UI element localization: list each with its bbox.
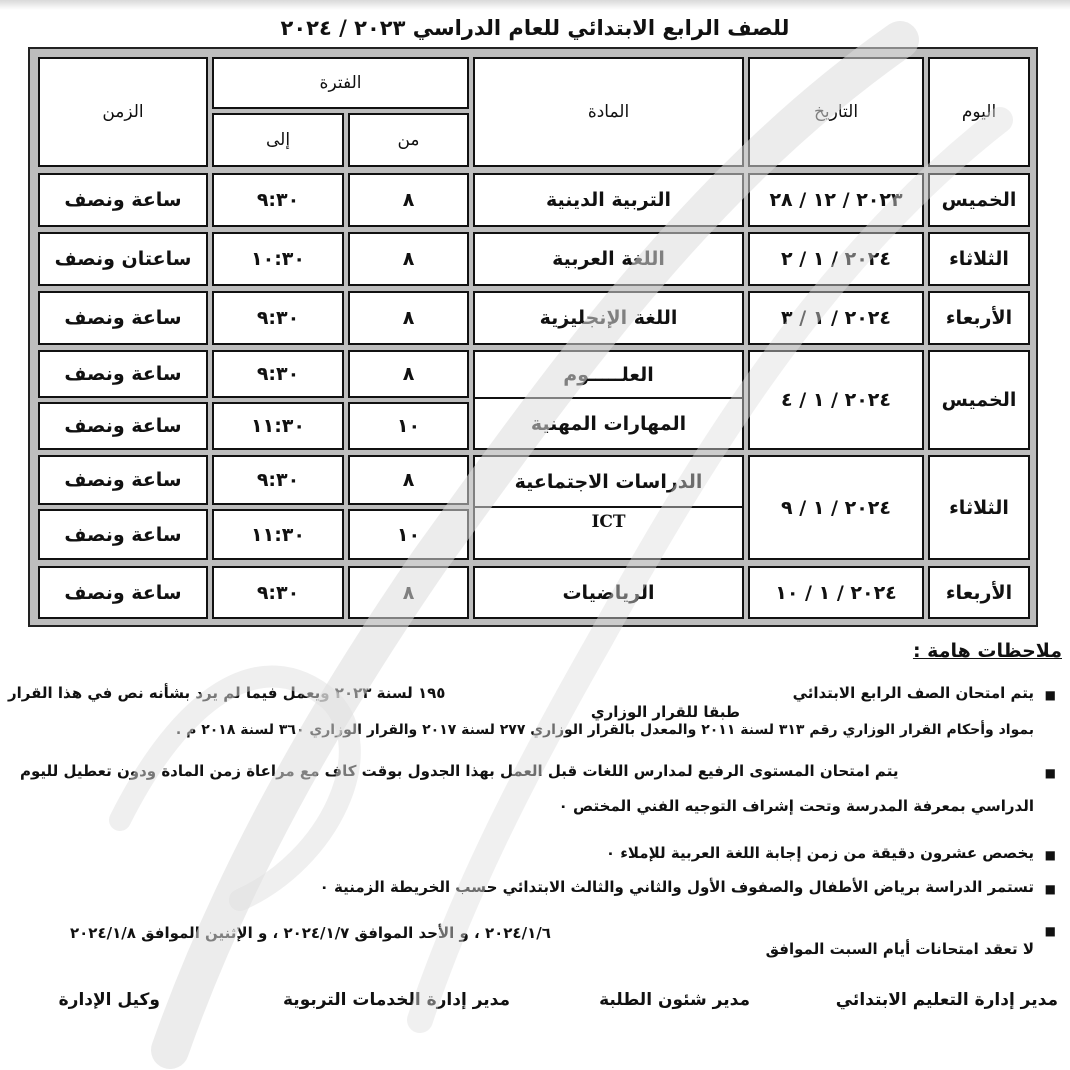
note5-part-b: ٢٠٢٤/١/٦ ، و الأحد الموافق ٢٠٢٤/١/٧ ، و الإثنين الموافق ٢٠٢٤/١/٨ (70, 924, 551, 942)
signature-primary-director: مدير إدارة التعليم الابتدائي (835, 990, 1058, 1010)
row1-from: ٨ (348, 173, 469, 227)
row2-duration: ساعتان ونصف (38, 232, 208, 286)
row6-subject: الرياضيات (473, 566, 744, 619)
row5-from: ٨ (348, 455, 469, 505)
row4-duration2: ساعة ونصف (38, 402, 208, 450)
bullet-icon: ■ (1044, 882, 1056, 896)
row3-subject: اللغة الإنجليزية (473, 291, 744, 345)
note1-part-b: طبقا للقرار الوزاري (590, 703, 740, 721)
row4-to2: ١١:٣٠ (212, 402, 344, 450)
row5-date: ٢٠٢٤ / ١ / ٩ (748, 455, 924, 560)
row4-from: ٨ (348, 350, 469, 398)
row6-from: ٨ (348, 566, 469, 619)
row5-subject: الدراسات الاجتماعية (473, 455, 744, 507)
exam-schedule-table (28, 47, 1038, 627)
row5-from2: ١٠ (348, 509, 469, 560)
header-date: التاريخ (748, 57, 924, 167)
row1-date: ٢٠٢٣ / ١٢ / ٢٨ (748, 173, 924, 227)
note1-part-c: ١٩٥ لسنة ٢٠٢٣ ويعمل فيما لم يرد بشأنه نص في هذا القرار (8, 684, 446, 702)
row2-date: ٢٠٢٤ / ١ / ٢ (748, 232, 924, 286)
bullet-icon: ■ (1044, 688, 1056, 702)
header-day: اليوم (928, 57, 1030, 167)
page-title: للصف الرابع الابتدائي للعام الدراسي ٢٠٢٣ / ٢٠٢٤ (280, 16, 790, 40)
row6-duration: ساعة ونصف (38, 566, 208, 619)
note5-part-a: لا تعقد امتحانات أيام السبت الموافق (765, 940, 1034, 958)
row1-duration: ساعة ونصف (38, 173, 208, 227)
row4-to: ٩:٣٠ (212, 350, 344, 398)
header-from: من (348, 113, 469, 167)
header-subject: المادة (473, 57, 744, 167)
signature-student-affairs: مدير شئون الطلبة (599, 990, 750, 1010)
header-to: إلى (212, 113, 344, 167)
bullet-icon: ■ (1044, 848, 1056, 862)
row6-to: ٩:٣٠ (212, 566, 344, 619)
row4-subject: العلـــــوم (473, 350, 744, 398)
note3: يخصص عشرون دقيقة من زمن إجابة اللغة العربية للإملاء ٠ (605, 844, 1034, 862)
row2-to: ١٠:٣٠ (212, 232, 344, 286)
row2-day: الثلاثاء (928, 232, 1030, 286)
signature-deputy: وكيل الإدارة (58, 990, 160, 1010)
row5-day: الثلاثاء (928, 455, 1030, 560)
note4: تستمر الدراسة برياض الأطفال والصفوف الأول والثاني والثالث الابتدائي حسب الخريطة الزمنية ٠ (319, 878, 1034, 896)
row4-duration: ساعة ونصف (38, 350, 208, 398)
row4-subject2: المهارات المهنية (473, 398, 744, 450)
header-period: الفترة (212, 57, 469, 109)
row1-day: الخميس (928, 173, 1030, 227)
notes-title: ملاحظات هامة : (912, 640, 1062, 662)
row5-duration2: ساعة ونصف (38, 509, 208, 560)
row5-duration: ساعة ونصف (38, 455, 208, 505)
row3-to: ٩:٣٠ (212, 291, 344, 345)
row6-day: الأربعاء (928, 566, 1030, 619)
bullet-icon: ■ (1044, 924, 1056, 938)
row2-subject: اللغة العربية (473, 232, 744, 286)
row4-day: الخميس (928, 350, 1030, 450)
row5-to2: ١١:٣٠ (212, 509, 344, 560)
row6-date: ٢٠٢٤ / ١ / ١٠ (748, 566, 924, 619)
row4-date: ٢٠٢٤ / ١ / ٤ (748, 350, 924, 450)
row5-to: ٩:٣٠ (212, 455, 344, 505)
note1-part-d: بمواد وأحكام القرار الوزاري رقم ٣١٣ لسنة ٢٠١١ والمعدل بالقرار الوزاري ٢٧٧ لسنة ٢٠١٧ والقرار الوزاري ٣٦٠ لسنة ٢٠١٨ م . (175, 722, 1034, 738)
row1-to: ٩:٣٠ (212, 173, 344, 227)
note1-part-a: يتم امتحان الصف الرابع الابتدائي (792, 684, 1034, 702)
row1-subject: التربية الدينية (473, 173, 744, 227)
row3-day: الأربعاء (928, 291, 1030, 345)
row4-from2: ١٠ (348, 402, 469, 450)
row3-duration: ساعة ونصف (38, 291, 208, 345)
note2-line1: يتم امتحان المستوى الرفيع لمدارس اللغات قبل العمل بهذا الجدول بوقت كاف مع مراعاة زمن المادة ودون تعطيل لليوم (20, 762, 899, 780)
row3-from: ٨ (348, 291, 469, 345)
row2-from: ٨ (348, 232, 469, 286)
row5-subject2: ICT (473, 507, 744, 560)
note2-line2: الدراسي بمعرفة المدرسة وتحت إشراف التوجيه الفني المختص ٠ (558, 797, 1034, 815)
header-duration: الزمن (38, 57, 208, 167)
bullet-icon: ■ (1044, 766, 1056, 780)
row3-date: ٢٠٢٤ / ١ / ٣ (748, 291, 924, 345)
signature-educational-services: مدير إدارة الخدمات التربوية (283, 990, 510, 1010)
